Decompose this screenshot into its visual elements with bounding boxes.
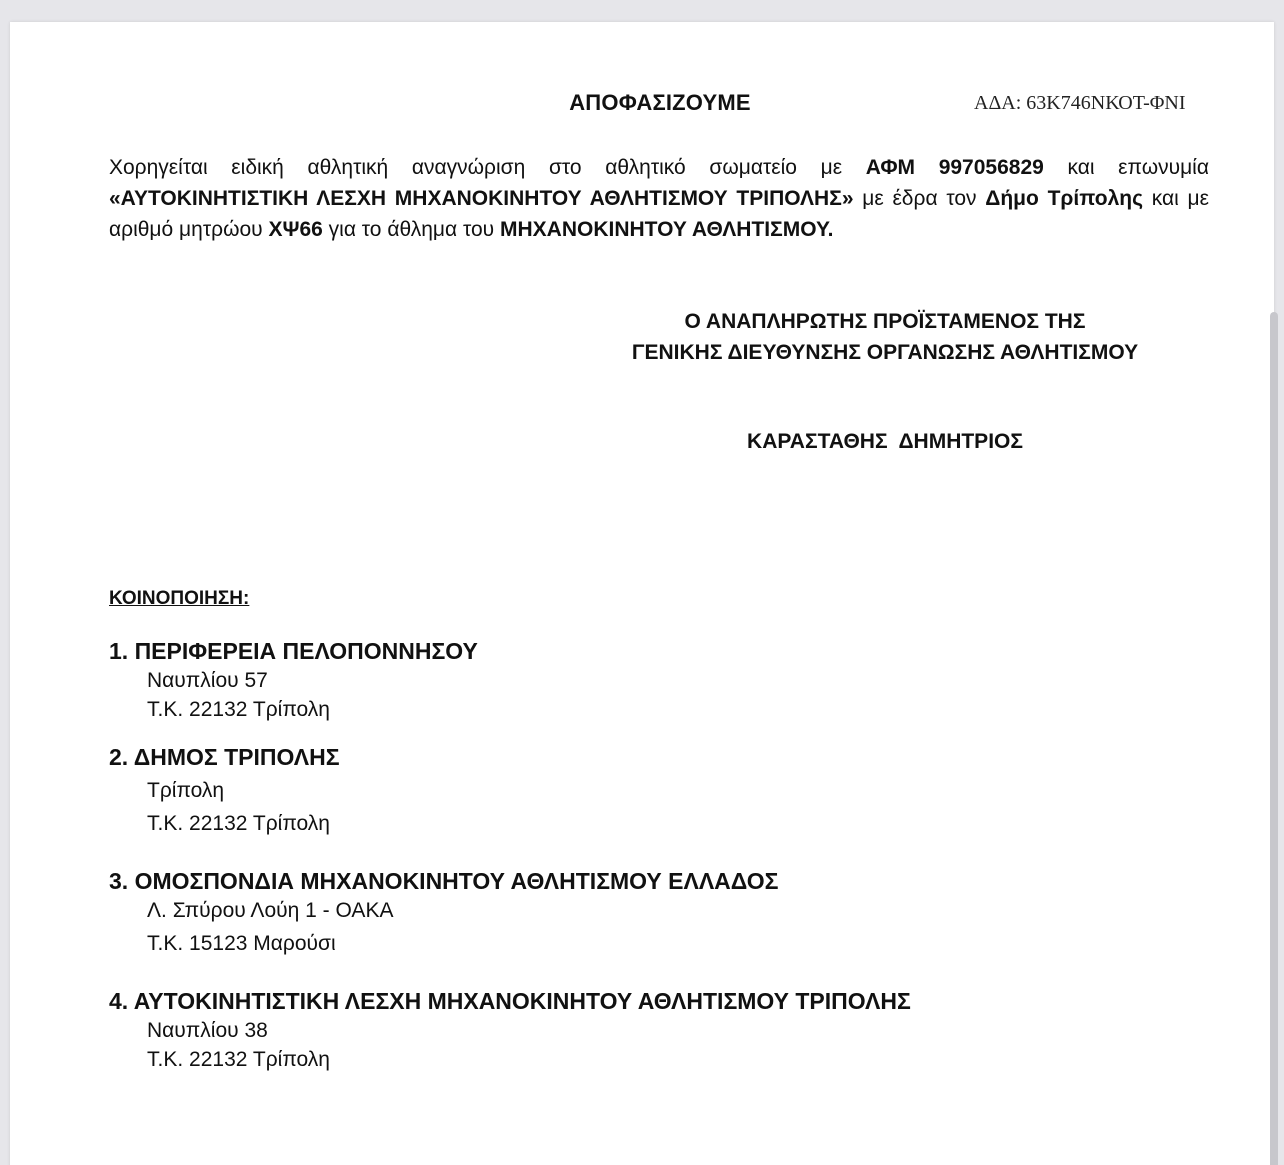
document-page [10, 22, 1274, 1165]
decision-heading: ΑΠΟΦΑΣΙΖΟΥΜΕ [569, 90, 751, 115]
recipient-address-line: Τρίπολη [147, 779, 225, 802]
recipient-name: 4. ΑΥΤΟΚΙΝΗΤΙΣΤΙΚΗ ΛΕΣΧΗ ΜΗΧΑΝΟΚΙΝΗΤΟΥ ΑΘΛΗΤΙΣΜΟΥ ΤΡΙΠΟΛΗΣ [109, 988, 911, 1014]
decision-text: Χορηγείται ειδική αθλητική αναγνώριση στο αθλητικό σωματείο με [109, 156, 866, 179]
decision-paragraph [109, 152, 1209, 245]
recipient-name: 1. ΠΕΡΙΦΕΡΕΙΑ ΠΕΛΟΠΟΝΝΗΣΟΥ [109, 638, 478, 664]
decision-afm: ΑΦΜ 997056829 [865, 156, 1044, 179]
recipient-name: 3. ΟΜΟΣΠΟΝΔΙΑ ΜΗΧΑΝΟΚΙΝΗΤΟΥ ΑΘΛΗΤΙΣΜΟΥ ΕΛΛΑΔΟΣ [109, 868, 779, 894]
decision-club-name: «ΑΥΤΟΚΙΝΗΤΙΣΤΙΚΗ ΛΕΣΧΗ ΜΗΧΑΝΟΚΙΝΗΤΟΥ ΑΘΛΗΤΙΣΜΟΥ ΤΡΙΠΟΛΗΣ» [109, 187, 854, 210]
ada-code: ΑΔΑ: 63Κ746ΝΚΟΤ-ΦΝΙ [974, 92, 1186, 114]
recipient-address-line: Ναυπλίου 57 [147, 669, 268, 692]
recipient-address-line: Τ.Κ. 22132 Τρίπολη [147, 812, 330, 835]
decision-text: για το άθλημα του [322, 218, 500, 241]
recipient-address-line: Τ.Κ. 22132 Τρίπολη [147, 698, 330, 721]
signatory-title-line: Ο ΑΝΑΠΛΗΡΩΤΗΣ ΠΡΟΪΣΤΑΜΕΝΟΣ ΤΗΣ [684, 310, 1086, 333]
notification-title: ΚΟΙΝΟΠΟΙΗΣΗ: [109, 588, 250, 609]
recipient-address-line: Ναυπλίου 38 [147, 1019, 268, 1042]
recipient-1 [109, 636, 478, 724]
signatory-title-line: ΓΕΝΙΚΗΣ ΔΙΕΥΘΥΝΣΗΣ ΟΡΓΑΝΩΣΗΣ ΑΘΛΗΤΙΣΜΟΥ [631, 341, 1139, 364]
decision-text: και με αριθμό μητρώου [109, 187, 1209, 241]
signatory-title [570, 306, 1200, 368]
signer-name: ΚΑΡΑΣΤΑΘΗΣ ΔΗΜΗΤΡΙΟΣ [747, 430, 1023, 453]
recipient-address-line: Τ.Κ. 15123 Μαρούσι [147, 932, 336, 955]
recipient-2 [109, 742, 340, 838]
decision-registry-number: ΧΨ66 [268, 218, 323, 241]
recipient-address-line: Λ. Σπύρου Λούη 1 - ΟΑΚΑ [147, 899, 394, 922]
recipient-name: 2. ΔΗΜΟΣ ΤΡΙΠΟΛΗΣ [109, 744, 340, 770]
decision-sport: ΜΗΧΑΝΟΚΙΝΗΤΟΥ ΑΘΛΗΤΙΣΜΟΥ. [500, 218, 834, 241]
decision-text: και επωνυμία [1043, 156, 1209, 179]
vertical-scrollbar[interactable] [1270, 312, 1278, 1165]
decision-text: με έδρα τον [853, 187, 986, 210]
recipient-4 [109, 986, 911, 1074]
recipient-3 [109, 866, 778, 958]
recipient-address-line: Τ.Κ. 22132 Τρίπολη [147, 1048, 330, 1071]
decision-seat: Δήμο Τρίπολης [985, 187, 1143, 210]
